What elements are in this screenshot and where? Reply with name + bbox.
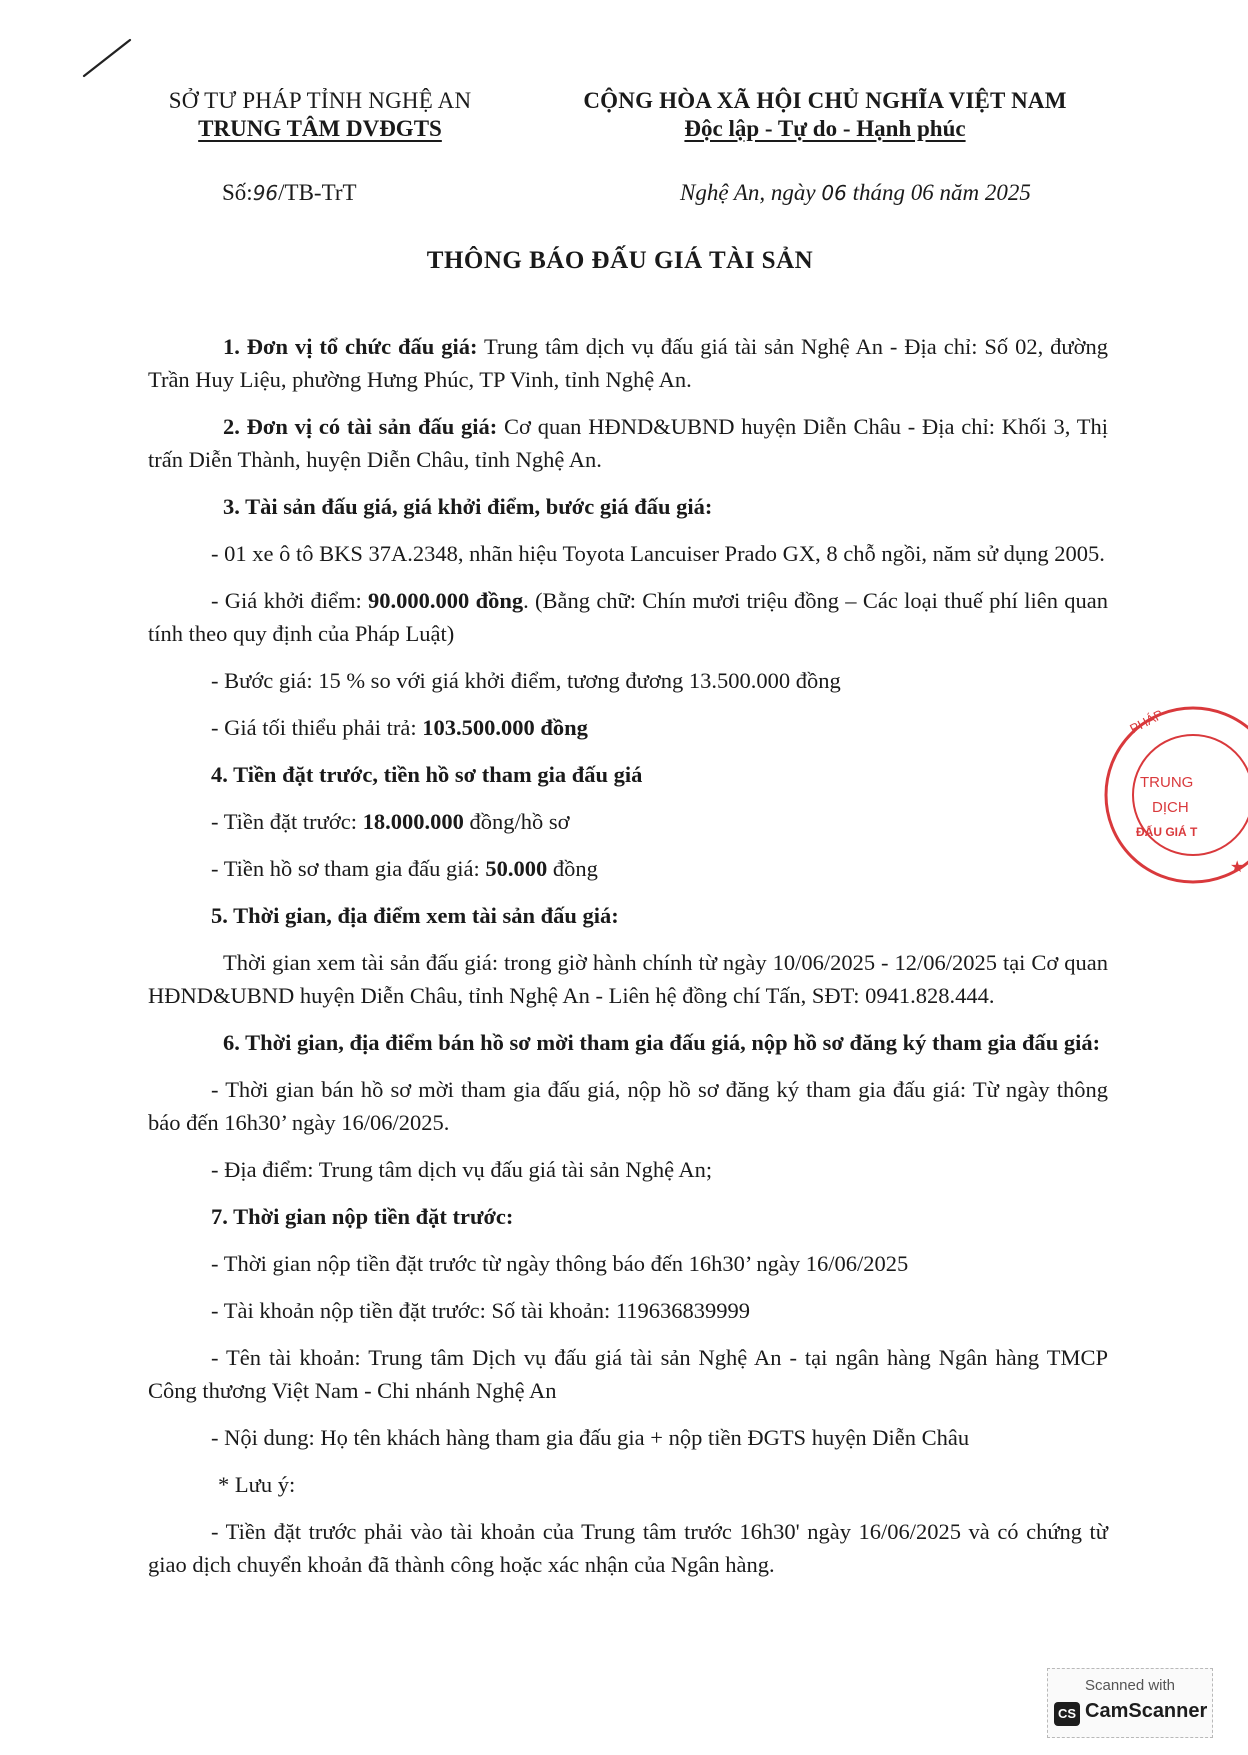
start-price-prefix: - Giá khởi điểm:	[211, 588, 369, 613]
camscanner-name: CamScanner	[1085, 1700, 1208, 1722]
document-title: THÔNG BÁO ĐẤU GIÁ TÀI SẢN	[426, 247, 814, 274]
start-price-value: 90.000.000 đồng	[368, 588, 524, 613]
application-fee	[148, 852, 1108, 885]
stamp-line-3: ĐẤU GIÁ T	[1136, 825, 1198, 839]
stamp-arc-text: PHÁP	[1127, 706, 1166, 737]
national-motto: Độc lập - Tự do - Hạnh phúc	[684, 116, 966, 141]
camscanner-watermark	[1047, 1668, 1213, 1738]
doc-date-handwritten-day: 06	[821, 181, 847, 205]
doc-number-prefix: Số:	[222, 180, 253, 205]
section-7-heading	[148, 1200, 1108, 1233]
start-price	[148, 584, 1108, 650]
fee-value: 50.000	[485, 856, 548, 881]
section-6-heading	[148, 1026, 1108, 1059]
section-1-label: 1. Đơn vị tổ chức đấu giá:	[223, 334, 478, 359]
section-5-heading-text: 5. Thời gian, địa điểm xem tài sản đấu giá:	[211, 903, 619, 928]
doc-number-handwritten: 96	[252, 181, 279, 205]
doc-date-prefix: Nghệ An, ngày	[680, 180, 822, 205]
section-2-label: 2. Đơn vị có tài sản đấu giá:	[223, 414, 498, 439]
stamp-line-2: DỊCH	[1152, 799, 1189, 816]
minimum-price-prefix: - Giá tối thiểu phải trả:	[211, 715, 423, 740]
section-1	[148, 330, 1108, 396]
section-3-heading-text: 3. Tài sản đấu giá, giá khởi điểm, bước giá đấu giá:	[223, 494, 713, 519]
section-3-heading	[148, 490, 1108, 523]
doc-date-suffix: tháng 06 năm 2025	[846, 180, 1031, 205]
issuer-header	[120, 88, 520, 142]
stamp-star: ★	[1230, 857, 1245, 876]
issuer-center: TRUNG TÂM DVĐGTS	[198, 116, 442, 141]
section-2-text: Cơ quan HĐND&UBND huyện Diễn Châu - Địa chỉ: Khối 3, Thị trấn Diễn Thành, huyện Diễn Châu, tỉnh Nghệ An.	[148, 414, 1108, 472]
deposit-suffix: đồng/hồ sơ	[463, 809, 570, 834]
asset-description: - 01 xe ô tô BKS 37A.2348, nhãn hiệu Toyota Lancuiser Prado GX, 8 chỗ ngồi, năm sử dụng 2005.	[211, 541, 1105, 566]
start-price-suffix: . (Bằng chữ: Chín mươi triệu đồng – Các loại thuế phí liên quan tính theo quy định của Pháp Luật)	[148, 588, 1108, 646]
stamp-line-1: TRUNG	[1140, 774, 1194, 791]
document-number	[222, 180, 357, 206]
bank-account-name: - Tên tài khoản: Trung tâm Dịch vụ đấu giá tài sản Nghệ An - tại ngân hàng Ngân hàng TMCP Công thương Việt Nam - Chi nhánh Nghệ An	[148, 1345, 1108, 1403]
deposit-prefix: - Tiền đặt trước:	[211, 809, 363, 834]
registration-place: - Địa điểm: Trung tâm dịch vụ đấu giá tài sản Nghệ An;	[211, 1157, 713, 1182]
viewing-time: Thời gian xem tài sản đấu giá: trong giờ hành chính từ ngày 10/06/2025 - 12/06/2025 tại Cơ quan HĐND&UBND huyện Diễn Châu, tỉnh Nghệ An - Liên hệ đồng chí Tấn, SĐT: 0941.828.444.	[148, 950, 1108, 1008]
minimum-price-value: 103.500.000	[422, 715, 535, 740]
camscanner-caption: Scanned with	[1084, 1677, 1176, 1694]
section-4-heading-text: 4. Tiền đặt trước, tiền hồ sơ tham gia đấu giá	[211, 762, 643, 787]
section-4-heading	[148, 758, 1108, 791]
bid-step: - Bước giá: 15 % so với giá khởi điểm, tương đương 13.500.000 đồng	[211, 668, 841, 693]
fee-suffix: đồng	[547, 856, 598, 881]
doc-number-suffix: /TB-TrT	[278, 180, 357, 205]
bank-account-number: - Tài khoản nộp tiền đặt trước: Số tài khoản: 119636839999	[211, 1298, 751, 1323]
minimum-price	[148, 711, 1108, 744]
note-text: - Tiền đặt trước phải vào tài khoản của Trung tâm trước 16h30' ngày 16/06/2025 và có chứng từ giao dịch chuyển khoản đã thành công hoặc xác nhận của Ngân hàng.	[148, 1519, 1108, 1577]
country-name: CỘNG HÒA XÃ HỘI CHỦ NGHĨA VIỆT NAM	[583, 88, 1067, 113]
deposit-time: - Thời gian nộp tiền đặt trước từ ngày thông báo đến 16h30’ ngày 16/06/2025	[211, 1251, 909, 1276]
deposit-amount	[148, 805, 1108, 838]
issuer-department: SỞ TƯ PHÁP TỈNH NGHỆ AN	[168, 88, 472, 113]
section-1-text: Trung tâm dịch vụ đấu giá tài sản Nghệ An - Địa chỉ: Số 02, đường Trần Huy Liệu, phường Hưng Phúc, TP Vinh, tỉnh Nghệ An.	[148, 334, 1108, 392]
note-label: * Lưu ý:	[218, 1472, 296, 1497]
national-header	[530, 88, 1120, 142]
section-6-heading-text: 6. Thời gian, địa điểm bán hồ sơ mời tham gia đấu giá, nộp hồ sơ đăng ký tham gia đấu giá:	[223, 1030, 1101, 1055]
fee-prefix: - Tiền hồ sơ tham gia đấu giá:	[211, 856, 486, 881]
section-2	[148, 410, 1108, 476]
section-5-heading	[148, 899, 1108, 932]
document-body	[148, 330, 1108, 1589]
registration-time: - Thời gian bán hồ sơ mời tham gia đấu giá, nộp hồ sơ đăng ký tham gia đấu giá: Từ ngày thông báo đến 16h30’ ngày 16/06/2025.	[148, 1077, 1108, 1135]
handwritten-tick-mark	[82, 32, 132, 82]
official-red-stamp	[1098, 700, 1248, 890]
camscanner-logo-icon: CS	[1054, 1702, 1080, 1726]
deposit-value: 18.000.000	[362, 809, 464, 834]
minimum-price-suffix: đồng	[534, 715, 588, 740]
section-7-heading-text: 7. Thời gian nộp tiền đặt trước:	[211, 1204, 514, 1229]
document-date	[680, 180, 1031, 206]
transfer-content: - Nội dung: Họ tên khách hàng tham gia đấu gia + nộp tiền ĐGTS huyện Diễn Châu	[211, 1425, 970, 1450]
